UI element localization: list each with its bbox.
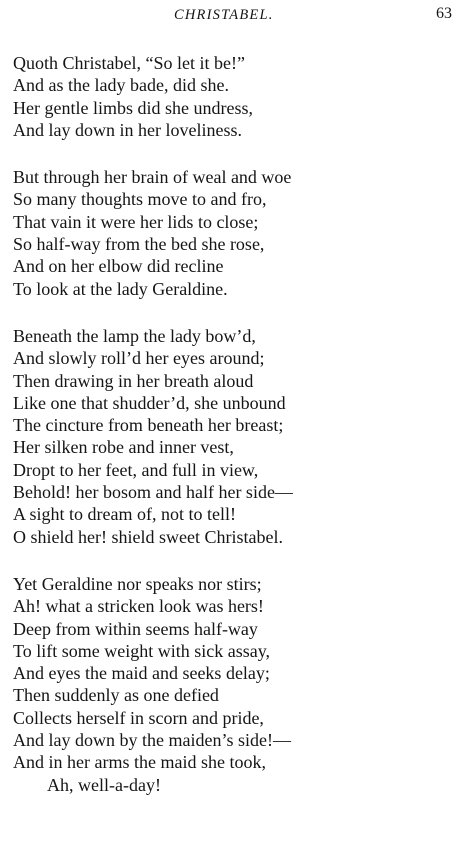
poem-line: The cincture from beneath her breast; (13, 415, 284, 436)
poem-line: That vain it were her lids to close; (13, 211, 259, 232)
poem-line: Beneath the lamp the lady bow’d, (13, 325, 256, 346)
poem-line: Behold! her bosom and half her side— (13, 482, 293, 503)
stanza-2 (13, 166, 468, 300)
page-number: 63 (436, 5, 452, 22)
poem-line: O shield her! shield sweet Christabel. (13, 526, 283, 547)
poem-text (13, 52, 468, 796)
stanza-3 (13, 325, 468, 548)
poem-line: To look at the lady Geraldine. (13, 278, 228, 299)
poem-line: Dropt to her feet, and full in view, (13, 459, 259, 480)
poem-line: And eyes the maid and seeks delay; (13, 663, 270, 684)
poem-line: But through her brain of weal and woe (13, 167, 292, 188)
poem-line: Her silken robe and inner vest, (13, 437, 234, 458)
poem-line: To lift some weight with sick assay, (13, 640, 271, 661)
poem-line: And in her arms the maid she took, (13, 752, 266, 773)
poem-line: Like one that shudder’d, she unbound (13, 392, 286, 413)
running-title: CHRISTABEL. (174, 7, 274, 23)
poem-line: And lay down in her loveliness. (13, 119, 242, 140)
poem-line: So half-way from the bed she rose, (13, 234, 265, 255)
poem-line: And lay down by the maiden’s side!— (13, 730, 291, 751)
poem-line: Yet Geraldine nor speaks nor stirs; (13, 573, 262, 594)
poem-line: Deep from within seems half-way (13, 618, 258, 639)
poem-line-indented: Ah, well-a-day! (47, 774, 161, 795)
poem-line: Ah! what a stricken look was hers! (13, 596, 264, 617)
poem-line: So many thoughts move to and fro, (13, 189, 267, 210)
poem-line: A sight to dream of, not to tell! (13, 504, 236, 525)
poem-line: Her gentle limbs did she undress, (13, 97, 253, 118)
poem-line: And on her elbow did recline (13, 256, 224, 277)
poem-line: Then drawing in her breath aloud (13, 370, 254, 391)
poem-line: Collects herself in scorn and pride, (13, 707, 264, 728)
stanza-1 (13, 52, 468, 141)
poem-line: Quoth Christabel, “So let it be!” (13, 53, 245, 73)
poem-line: And as the lady bade, did she. (13, 75, 229, 96)
poem-line: Then suddenly as one defied (13, 685, 219, 706)
poem-line: And slowly roll’d her eyes around; (13, 348, 265, 369)
stanza-4 (13, 573, 468, 796)
